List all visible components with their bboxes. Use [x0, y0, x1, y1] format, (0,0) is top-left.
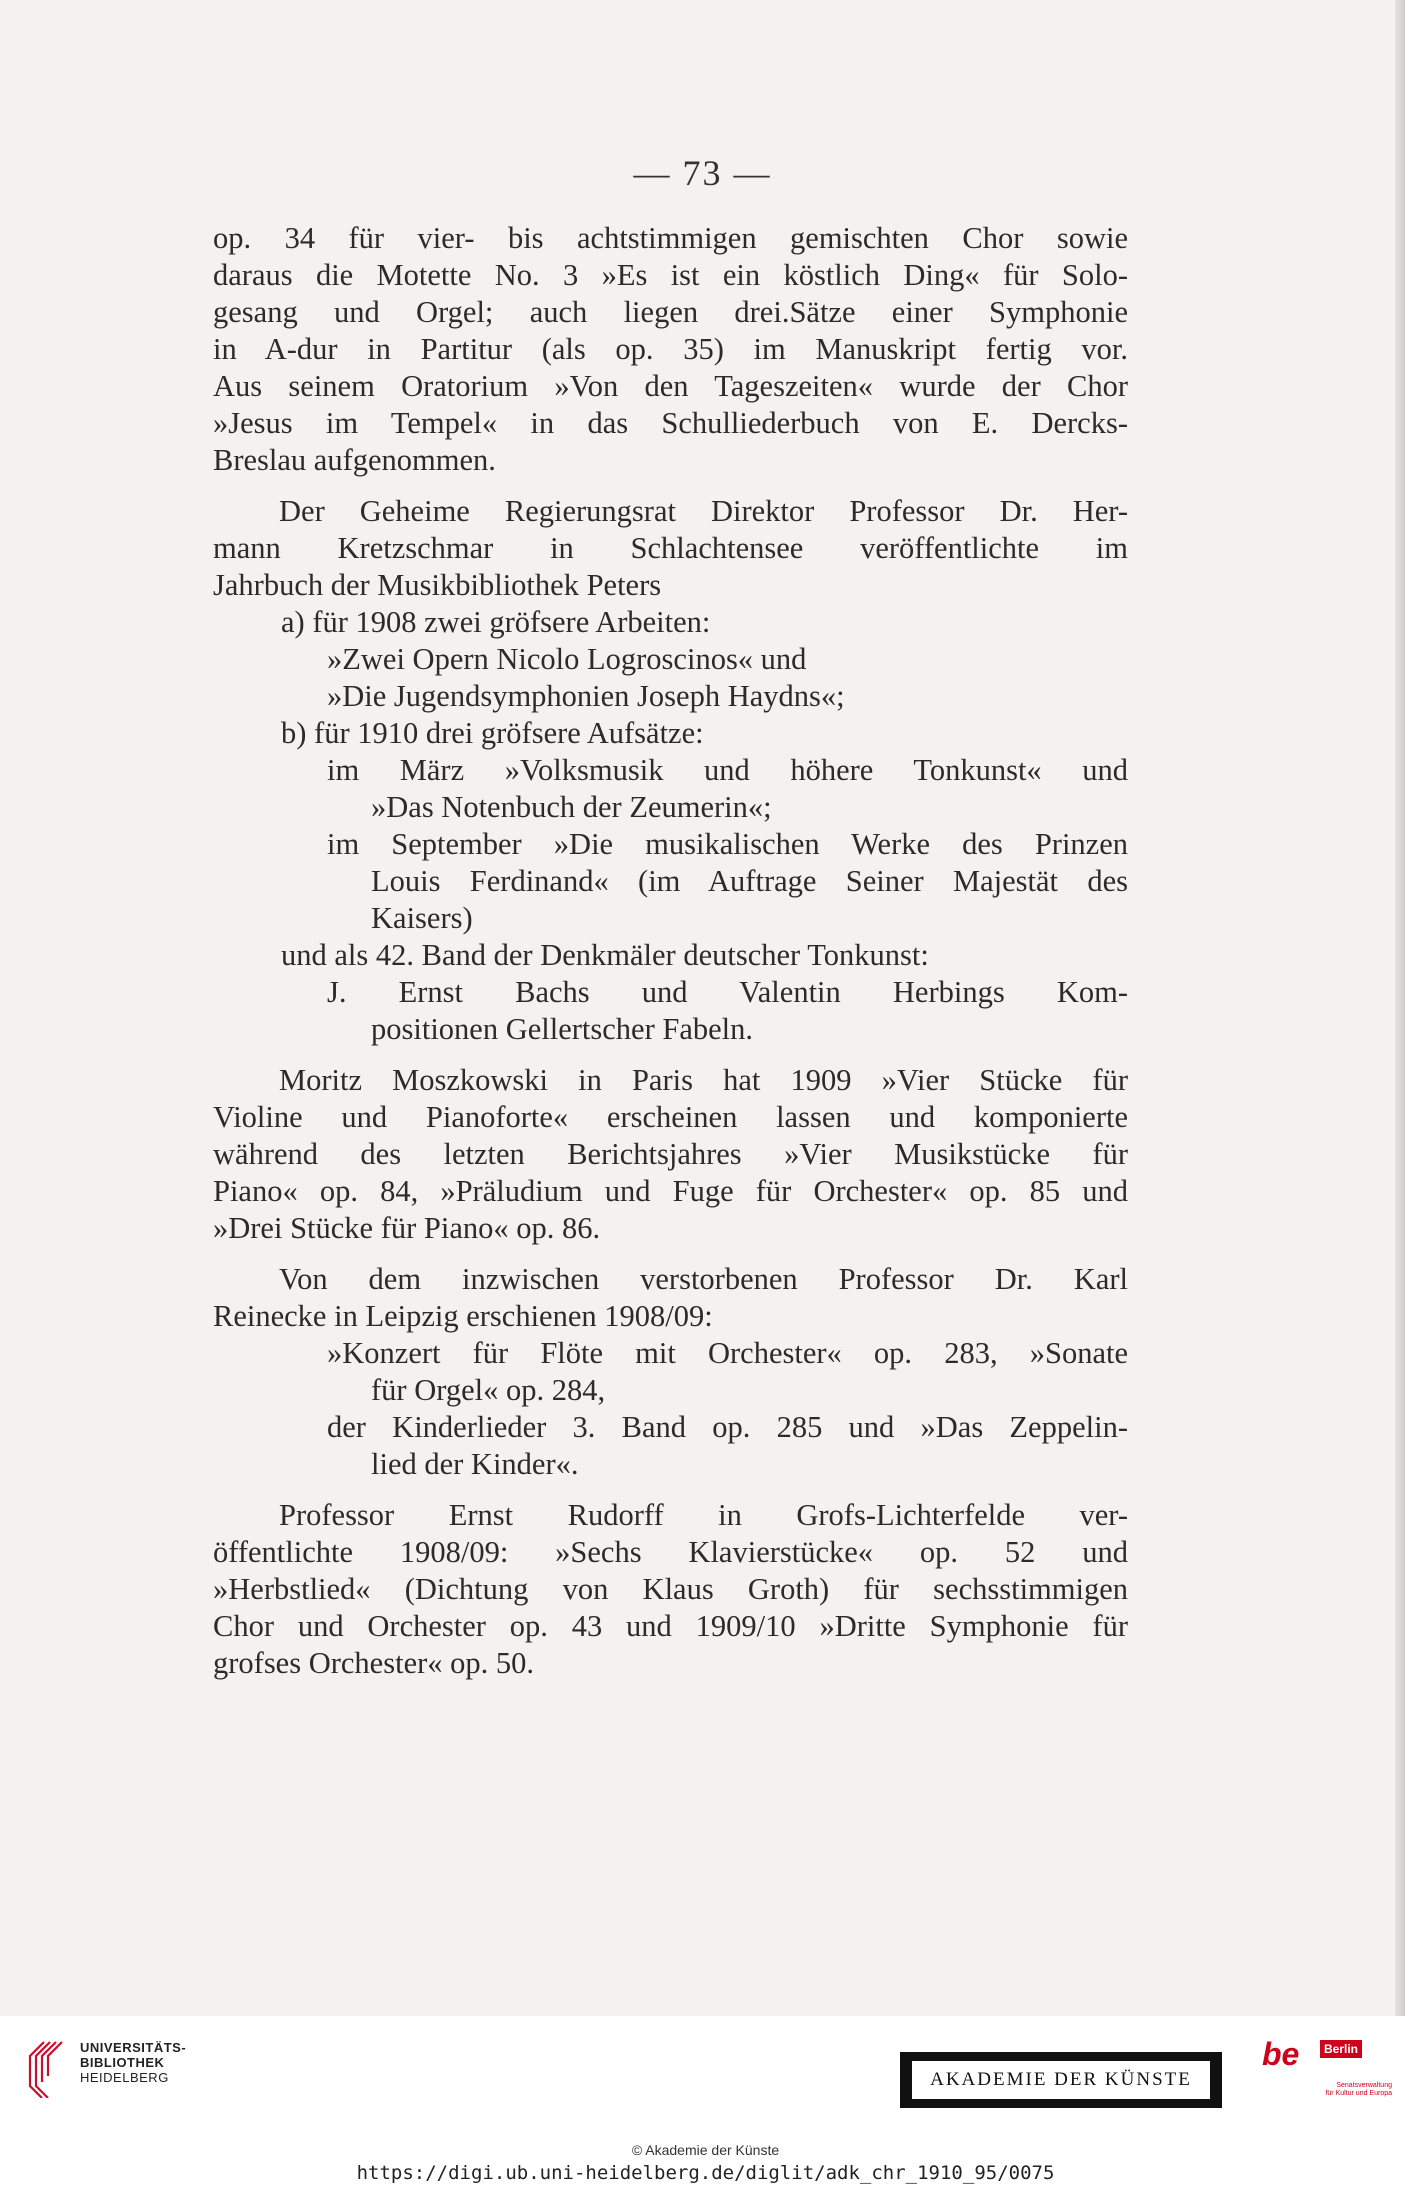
text-line: Breslau aufgenommen. — [213, 443, 496, 477]
adk-label: AKADEMIE DER KÜNSTE — [912, 2061, 1210, 2099]
text-line: öffentlichte 1908/09: »Sechs Klavierstücke« op. 52 und — [213, 1535, 1128, 1569]
library-line: BIBLIOTHEK — [80, 2055, 165, 2070]
list-entry: J. Ernst Bachs und Valentin Herbings Kom- — [327, 975, 1128, 1009]
library-line: HEIDELBERG — [80, 2070, 169, 2085]
list-item-a — [213, 604, 1128, 715]
paragraph-5 — [213, 1497, 1128, 1682]
berlin-subtitle-line: für Kultur und Europa — [1325, 2090, 1392, 2097]
page-body — [213, 220, 1128, 1682]
list-entry: »Die Jugendsymphonien Joseph Haydns«; — [327, 679, 845, 713]
text-line: mann Kretzschmar in Schlachtensee veröffentlichte im — [213, 531, 1128, 565]
list-entry: »Das Notenbuch der Zeumerin«; — [371, 790, 772, 824]
copyright-notice: © Akademie der Künste — [631, 2142, 780, 2158]
text-line: »Drei Stücke für Piano« op. 86. — [213, 1211, 601, 1245]
list-item-b — [213, 715, 1128, 937]
berlin-subtitle-line: Senatsverwaltung — [1336, 2082, 1392, 2089]
list-entry: »Zwei Opern Nicolo Logroscinos« und — [327, 642, 807, 676]
page-number: — 73 — — [633, 153, 772, 193]
berlin-subtitle — [1312, 2082, 1392, 2098]
text-line: Jahrbuch der Musikbibliothek Peters — [213, 568, 662, 602]
paragraph-2 — [213, 493, 1128, 604]
text-line: Violine und Pianoforte« erscheinen lassen und komponierte — [213, 1100, 1128, 1134]
list-entry: der Kinderlieder 3. Band op. 285 und »Das Zeppelin- — [327, 1410, 1128, 1444]
list-entry: lied der Kinder«. — [371, 1447, 579, 1481]
paragraph-4 — [213, 1261, 1128, 1335]
page-edge — [1395, 0, 1405, 2016]
text-line: grofses Orchester« op. 50. — [213, 1646, 535, 1680]
text-line: Reinecke in Leipzig erschienen 1908/09: — [213, 1299, 713, 1333]
university-library-name[interactable] — [80, 2040, 186, 2085]
berlin-be: be — [1262, 2036, 1300, 2072]
list-entry: für Orgel« op. 284, — [371, 1373, 606, 1407]
list-entry: »Konzert für Flöte mit Orchester« op. 283, »Sonate — [327, 1336, 1128, 1370]
list-entry: Louis Ferdinand« (im Auftrage Seiner Majestät des — [371, 864, 1128, 898]
text-line: in A-dur in Partitur (als op. 35) im Manuskript fertig vor. — [213, 332, 1128, 366]
list-item-c — [213, 937, 1128, 1048]
berlin-badge: Berlin — [1320, 2040, 1362, 2058]
list-heading: a) für 1908 zwei gröfsere Arbeiten: — [281, 605, 711, 639]
list-heading: b) für 1910 drei gröfsere Aufsätze: — [281, 716, 704, 750]
list-entry: im September »Die musikalischen Werke des Prinzen — [327, 827, 1128, 861]
list-heading: und als 42. Band der Denkmäler deutscher Tonkunst: — [281, 938, 929, 972]
paragraph-1 — [213, 220, 1128, 479]
library-line: UNIVERSITÄTS- — [80, 2040, 187, 2055]
text-line: »Herbstlied« (Dichtung von Klaus Groth) für sechsstimmigen — [213, 1572, 1128, 1606]
list-entry: Kaisers) — [371, 901, 473, 935]
text-line: Professor Ernst Rudorff in Grofs-Lichterfelde ver- — [279, 1498, 1128, 1532]
footer — [0, 2016, 1411, 2190]
university-library-logo-icon[interactable] — [14, 2036, 76, 2098]
text-line: gesang und Orgel; auch liegen drei.Sätze einer Symphonie — [213, 295, 1128, 329]
list-entry: im März »Volksmusik und höhere Tonkunst« und — [327, 753, 1128, 787]
text-line: daraus die Motette No. 3 »Es ist ein köstlich Ding« für Solo- — [213, 258, 1128, 292]
paragraph-3 — [213, 1062, 1128, 1247]
text-line: Der Geheime Regierungsrat Direktor Professor Dr. Her- — [279, 494, 1128, 528]
berlin-logo[interactable] — [1262, 2034, 1392, 2106]
text-line: Aus seinem Oratorium »Von den Tageszeiten« wurde der Chor — [213, 369, 1128, 403]
text-line: op. 34 für vier- bis achtstimmigen gemischten Chor sowie — [213, 221, 1128, 255]
akademie-der-kuenste-logo[interactable] — [900, 2052, 1222, 2108]
text-line: Moritz Moszkowski in Paris hat 1909 »Vier Stücke für — [279, 1063, 1128, 1097]
text-line: »Jesus im Tempel« in das Schulliederbuch von E. Dercks- — [213, 406, 1128, 440]
list-entry: positionen Gellertscher Fabeln. — [371, 1012, 753, 1046]
reinecke-list — [213, 1335, 1128, 1483]
text-line: Chor und Orchester op. 43 und 1909/10 »Dritte Symphonie für — [213, 1609, 1128, 1643]
permalink-url[interactable]: https://digi.ub.uni-heidelberg.de/diglit/adk_chr_1910_95/0075 — [356, 2162, 1055, 2184]
text-line: Von dem inzwischen verstorbenen Professor Dr. Karl — [279, 1262, 1128, 1296]
text-line: Piano« op. 84, »Präludium und Fuge für Orchester« op. 85 und — [213, 1174, 1128, 1208]
text-line: während des letzten Berichtsjahres »Vier Musikstücke für — [213, 1137, 1128, 1171]
